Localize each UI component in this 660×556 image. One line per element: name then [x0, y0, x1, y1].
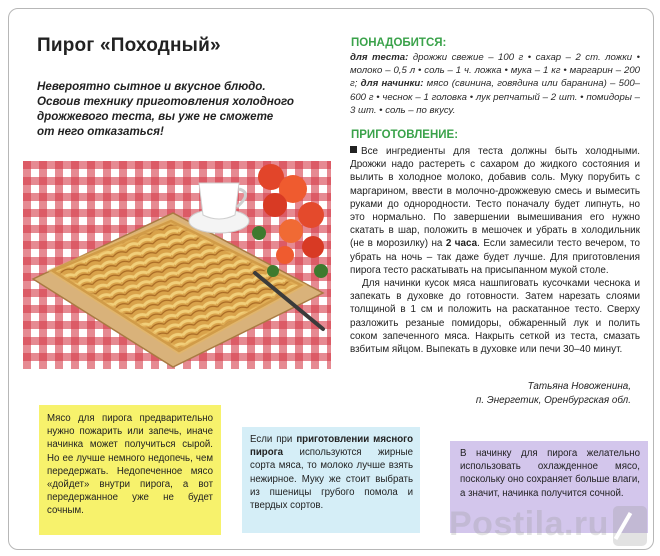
tip-box-lilac: В начинку для пирога желательно использовать охлажденное мясо, поскольку оно сохраняет больше влаги, а значит, начинка получится сочной.: [450, 441, 648, 533]
preparation-text-part: . Если замесили тесто вечером, то убрать на ночь – так даже будет лучше. Для приготовления пирога тесто раскатывать на присыпанном мукой столе.: [350, 238, 640, 276]
intro-line: Невероятно сытное и вкусное блюдо.: [37, 80, 266, 93]
intro-text: [37, 79, 337, 139]
pie-illustration: [23, 161, 331, 369]
tip-text-part: используются жирные сорта мяса, то молоко лучше взять нежирное. Муку же стоит выбрать из пшеницы грубого помола и твердых сортов.: [250, 447, 413, 512]
preparation-paragraph: [350, 145, 640, 277]
chill-time: 2 часа: [445, 238, 478, 250]
preparation-heading: ПРИГОТОВЛЕНИЕ:: [351, 129, 459, 141]
preparation-text-part: Все ингредиенты для теста должны быть холодными. Дрожжи надо растереть с сахаром до жидкого состояния и вылить в холодное молоко, добавив соль. Муку порубить с маргарином, ввести в молочно-дрожжевую смесь и вымесить руками до однородности. Тесто поначалу будет липнуть, но это нормально. По завершении вымешивания его нужно скатать в шар, положить в мешочек и убрать в холодильник (не в морозилку) на: [350, 146, 640, 250]
intro-line: дрожжевого теста, вы уже не сможете: [37, 110, 274, 123]
author-name: Татьяна Новоженина,: [527, 381, 631, 392]
bullet-square-icon: [350, 146, 357, 153]
author-place: п. Энергетик, Оренбургская обл.: [475, 395, 631, 406]
dough-list: дрожжи свежие – 100 г • сахар – 2 ст. ложки • молоко – 0,5 л • соль – 1 ч. ложка • мука – 1 кг • маргарин – 200 г;: [350, 52, 641, 90]
author-signature: [476, 380, 631, 408]
dough-label: для теста:: [350, 52, 409, 63]
page-title: Пирог «Походный»: [37, 35, 221, 56]
tip-box-yellow: Мясо для пирога предварительно нужно пожарить или запечь, иначе начинка может получиться сырой. Но ее лучше немного недопечь, чем передержать. Недопеченное мясо «дойдет» внутри пирога, а вот передержанное уже не будет сочным.: [39, 405, 221, 535]
ingredients-text: [350, 51, 640, 117]
tip-bold-phrase: приготовлении мясного пирога: [250, 434, 413, 459]
cup: [199, 183, 239, 219]
watermark-text: Postila.ru: [449, 505, 609, 543]
pie-photo: [23, 161, 331, 369]
intro-line: Освоив технику приготовления холодного: [37, 95, 294, 108]
preparation-text: [350, 145, 640, 356]
preparation-paragraph: Для начинки кусок мяса нашпиговать кусочками чеснока и запекать в духовке до готовности. Затем нарезать слоями толщиной в 1 см и положить на раскатанное тесто. Сверху разложить резаные помидоры, обжаренный лук и полить соком запеченного мяса. Накрыть сеткой из теста, смазать взбитым яйцом. Выпекать в духовке или печи 30–40 минут.: [350, 278, 640, 356]
intro-line: от него отказаться!: [37, 125, 164, 138]
article-page: [8, 8, 654, 550]
filling-label: для начинки:: [360, 78, 424, 90]
tip-box-blue: [242, 427, 420, 533]
tip-text-part: Если при: [250, 434, 297, 445]
ingredients-heading: ПОНАДОБИТСЯ:: [351, 37, 447, 49]
filling-list: мясо (свинина, говядина или баранина) – 500–600 г • чеснок – 1 головка • лук репчатый – 2 шт. • помидоры – 3 шт. • соль – по вкусу.: [350, 78, 640, 116]
